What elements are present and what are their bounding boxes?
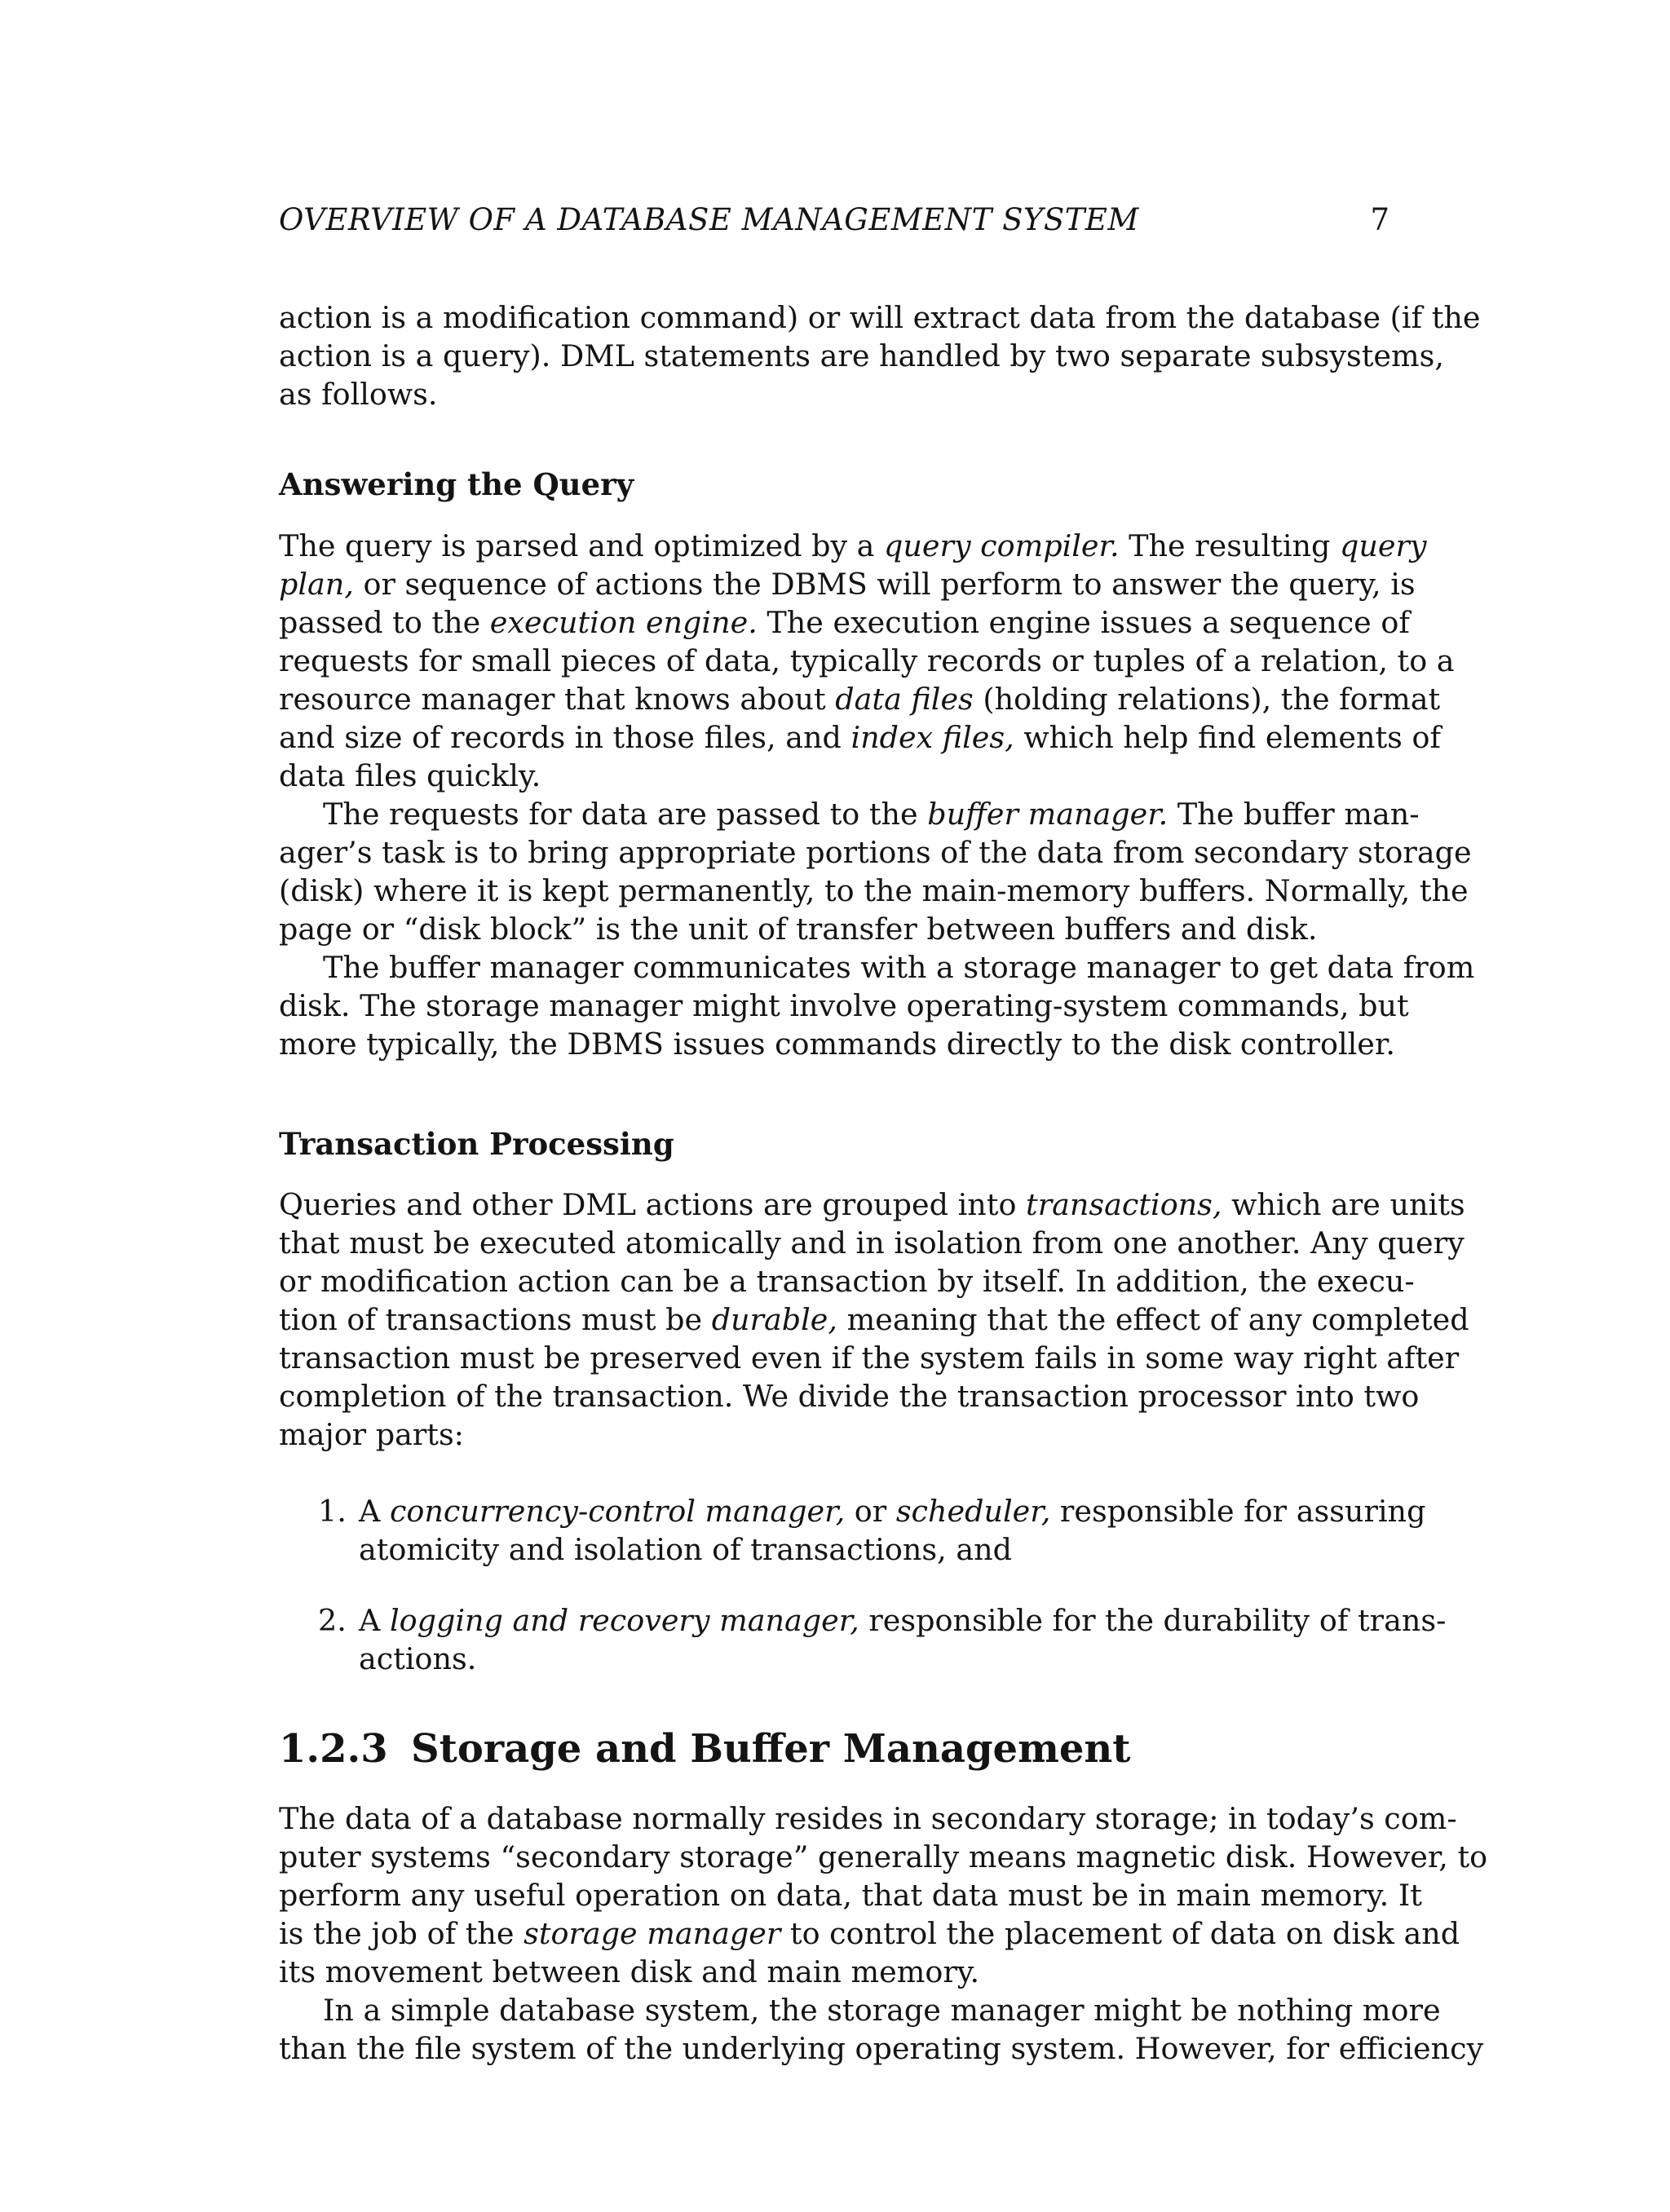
subsection-heading-answering-query: Answering the Query [279, 466, 634, 502]
text-line: and size of records in those files, and index files, which help find elements of [279, 720, 1441, 755]
text-line: The requests for data are passed to the buffer manager. The buffer man- [323, 797, 1420, 832]
text-line: Queries and other DML actions are grouped into transactions, which are units [279, 1187, 1465, 1222]
text-line: The query is parsed and optimized by a query compiler. The resulting query [279, 528, 1427, 563]
text-line: major parts: [279, 1417, 464, 1452]
text-line: actions. [359, 1641, 477, 1676]
text-line: than the file system of the underlying operating system. However, for efficiency [279, 2031, 1484, 2066]
text-line: or modification action can be a transaction by itself. In addition, the execu- [279, 1264, 1415, 1299]
text-line: In a simple database system, the storage manager might be nothing more [323, 1993, 1441, 2028]
text-line: its movement between disk and main memory. [279, 1954, 980, 1989]
text-line: that must be executed atomically and in isolation from one another. Any query [279, 1225, 1465, 1261]
running-head [279, 202, 1389, 237]
text-line: plan, or sequence of actions the DBMS will perform to answer the query, is [279, 567, 1416, 602]
running-head-title: OVERVIEW OF A DATABASE MANAGEMENT SYSTEM [279, 202, 1139, 237]
text-line: The data of a database normally resides in secondary storage; in today’s com- [279, 1801, 1457, 1836]
text-line: is the job of the storage manager to control the placement of data on disk and [279, 1916, 1460, 1951]
text-line: A concurrency-control manager, or scheduler, responsible for assuring [359, 1494, 1426, 1529]
text-line: puter systems “secondary storage” generally means magnetic disk. However, to [279, 1839, 1488, 1874]
section-heading [279, 1726, 1130, 1772]
text-line: data files quickly. [279, 758, 541, 793]
text-line: The buffer manager communicates with a storage manager to get data from [323, 950, 1475, 985]
text-line: passed to the execution engine. The execution engine issues a sequence of [279, 605, 1410, 640]
text-line: tion of transactions must be durable, meaning that the effect of any completed [279, 1302, 1469, 1337]
text-line: A logging and recovery manager, responsible for the durability of trans- [359, 1603, 1447, 1638]
text-line: more typically, the DBMS issues commands directly to the disk controller. [279, 1027, 1395, 1062]
text-line: disk. The storage manager might involve operating-system commands, but [279, 988, 1409, 1023]
text-line: action is a query). DML statements are handled by two separate subsystems, [279, 338, 1444, 373]
text-line: page or “disk block” is the unit of transfer between buffers and disk. [279, 912, 1318, 947]
text-line: as follows. [279, 377, 438, 412]
section-number: 1.2.3 [279, 1726, 388, 1772]
text-line: completion of the transaction. We divide the transaction processor into two [279, 1379, 1420, 1414]
text-line: transaction must be preserved even if the system fails in some way right after [279, 1340, 1460, 1375]
list-number: 1. [318, 1494, 347, 1529]
text-line: atomicity and isolation of transactions, and [359, 1532, 1012, 1567]
text-line: perform any useful operation on data, that data must be in main memory. It [279, 1878, 1422, 1913]
text-line: resource manager that knows about data files (holding relations), the format [279, 682, 1441, 717]
text-line: action is a modification command) or will extract data from the database (if the [279, 300, 1481, 335]
text-line: (disk) where it is kept permanently, to the main-memory buffers. Normally, the [279, 873, 1469, 908]
text-line: ager’s task is to bring appropriate portions of the data from secondary storage [279, 835, 1472, 870]
list-number: 2. [318, 1603, 347, 1638]
subsection-heading-transaction-processing: Transaction Processing [279, 1126, 674, 1162]
section-title: Storage and Buffer Management [411, 1726, 1131, 1772]
text-line: requests for small pieces of data, typically records or tuples of a relation, to a [279, 643, 1455, 678]
page-number: 7 [1370, 202, 1389, 237]
